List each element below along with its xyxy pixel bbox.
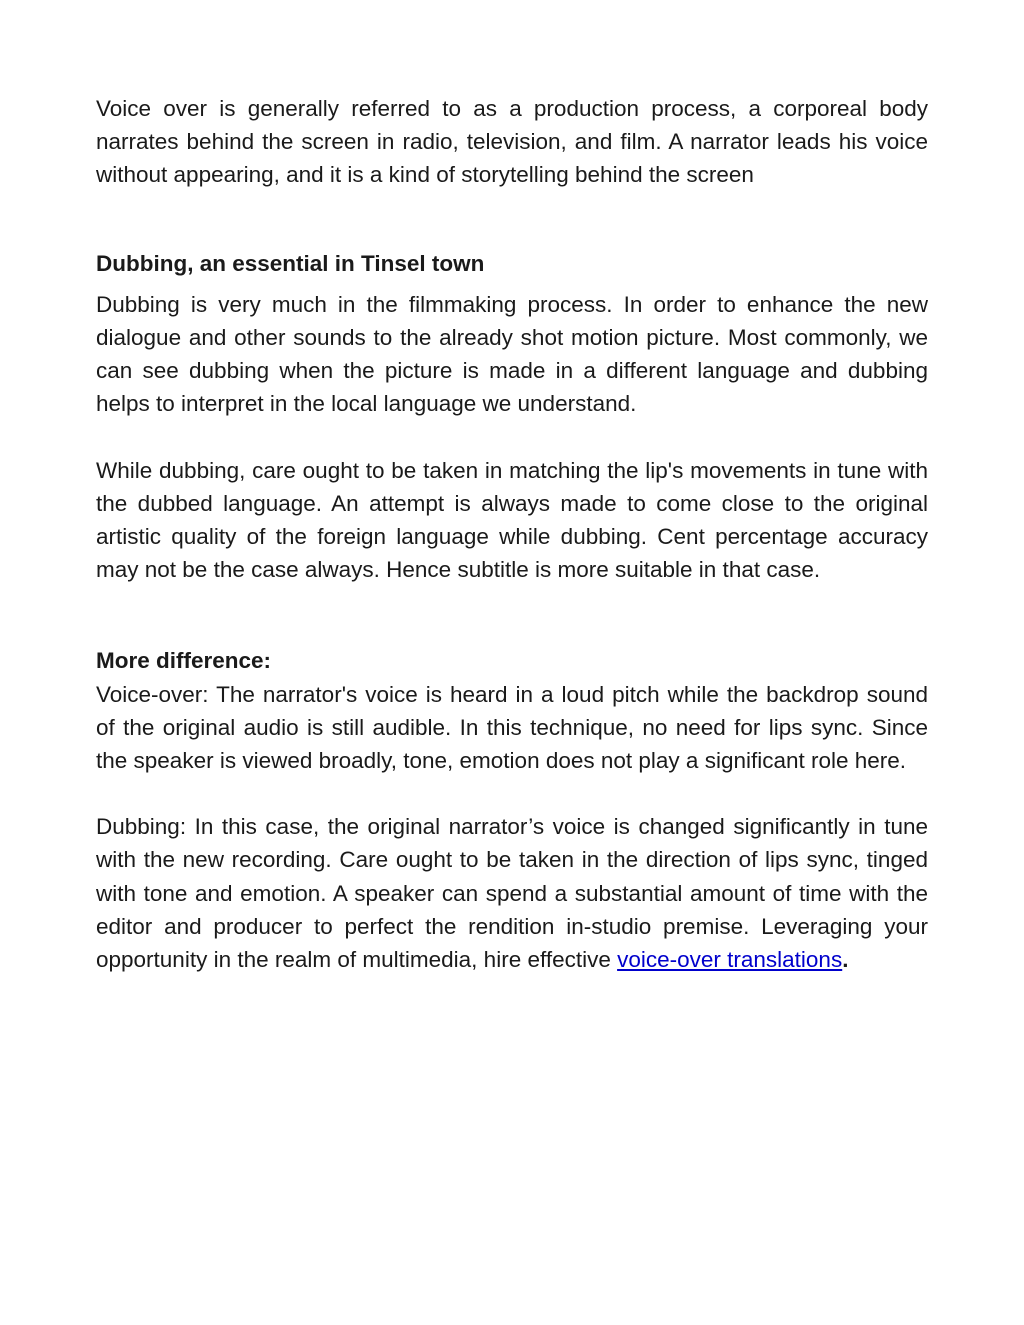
dubbing-heading: Dubbing, an essential in Tinsel town [96,250,485,276]
dubbing-paragraph-1: Dubbing is very much in the filmmaking process. In order to enhance the new dialogue and other sounds to the already shot motion picture. Most commonly, we can see dubbing when the picture is made in a different language and dubbing helps to interpret in the local language we understand. [96,291,928,417]
document-page [96,92,928,976]
voice-over-paragraph: Voice-over: The narrator's voice is heard in a loud pitch while the backdrop sound of the original audio is still audible. In this technique, no need for lips sync. Since the speaker is viewed broadly, tone, emotion does not play a significant role here. [96,681,928,774]
dubbing-paragraph-2: While dubbing, care ought to be taken in matching the lip's movements in tune with the dubbed language. An attempt is always made to come close to the original artistic quality of the foreign language while dubbing. Cent percentage accuracy may not be the case always. Hence subtitle is more suitable in that case. [96,457,928,583]
spacer [96,421,928,454]
difference-heading: More difference: [96,648,272,674]
spacer [96,586,928,644]
intro-paragraph: Voice over is generally referred to as a production process, a corporeal body narrates behind the screen in radio, television, and film. A narrator leads his voice without appearing, and it is a kind of storytelling behind the screen [96,96,928,188]
voice-over-translations-link[interactable]: voice-over translations [617,947,843,973]
dubbing-paragraph-3-text: Dubbing: In this case, the original narrator’s voice is changed significantly in tune with the new recording. Care ought to be taken in the direction of lips sync, tinged with tone and emotion. A speaker can spend a substantial amount of time with the editor and producer to perfect the rendition in-studio premise. Leveraging your opportunity in the realm of multimedia, hire effective [96,814,928,973]
paragraph-end-period: . [842,947,849,973]
dubbing-paragraph-3 [96,810,928,976]
spacer [96,777,928,810]
spacer [96,280,928,288]
spacer [96,192,928,247]
